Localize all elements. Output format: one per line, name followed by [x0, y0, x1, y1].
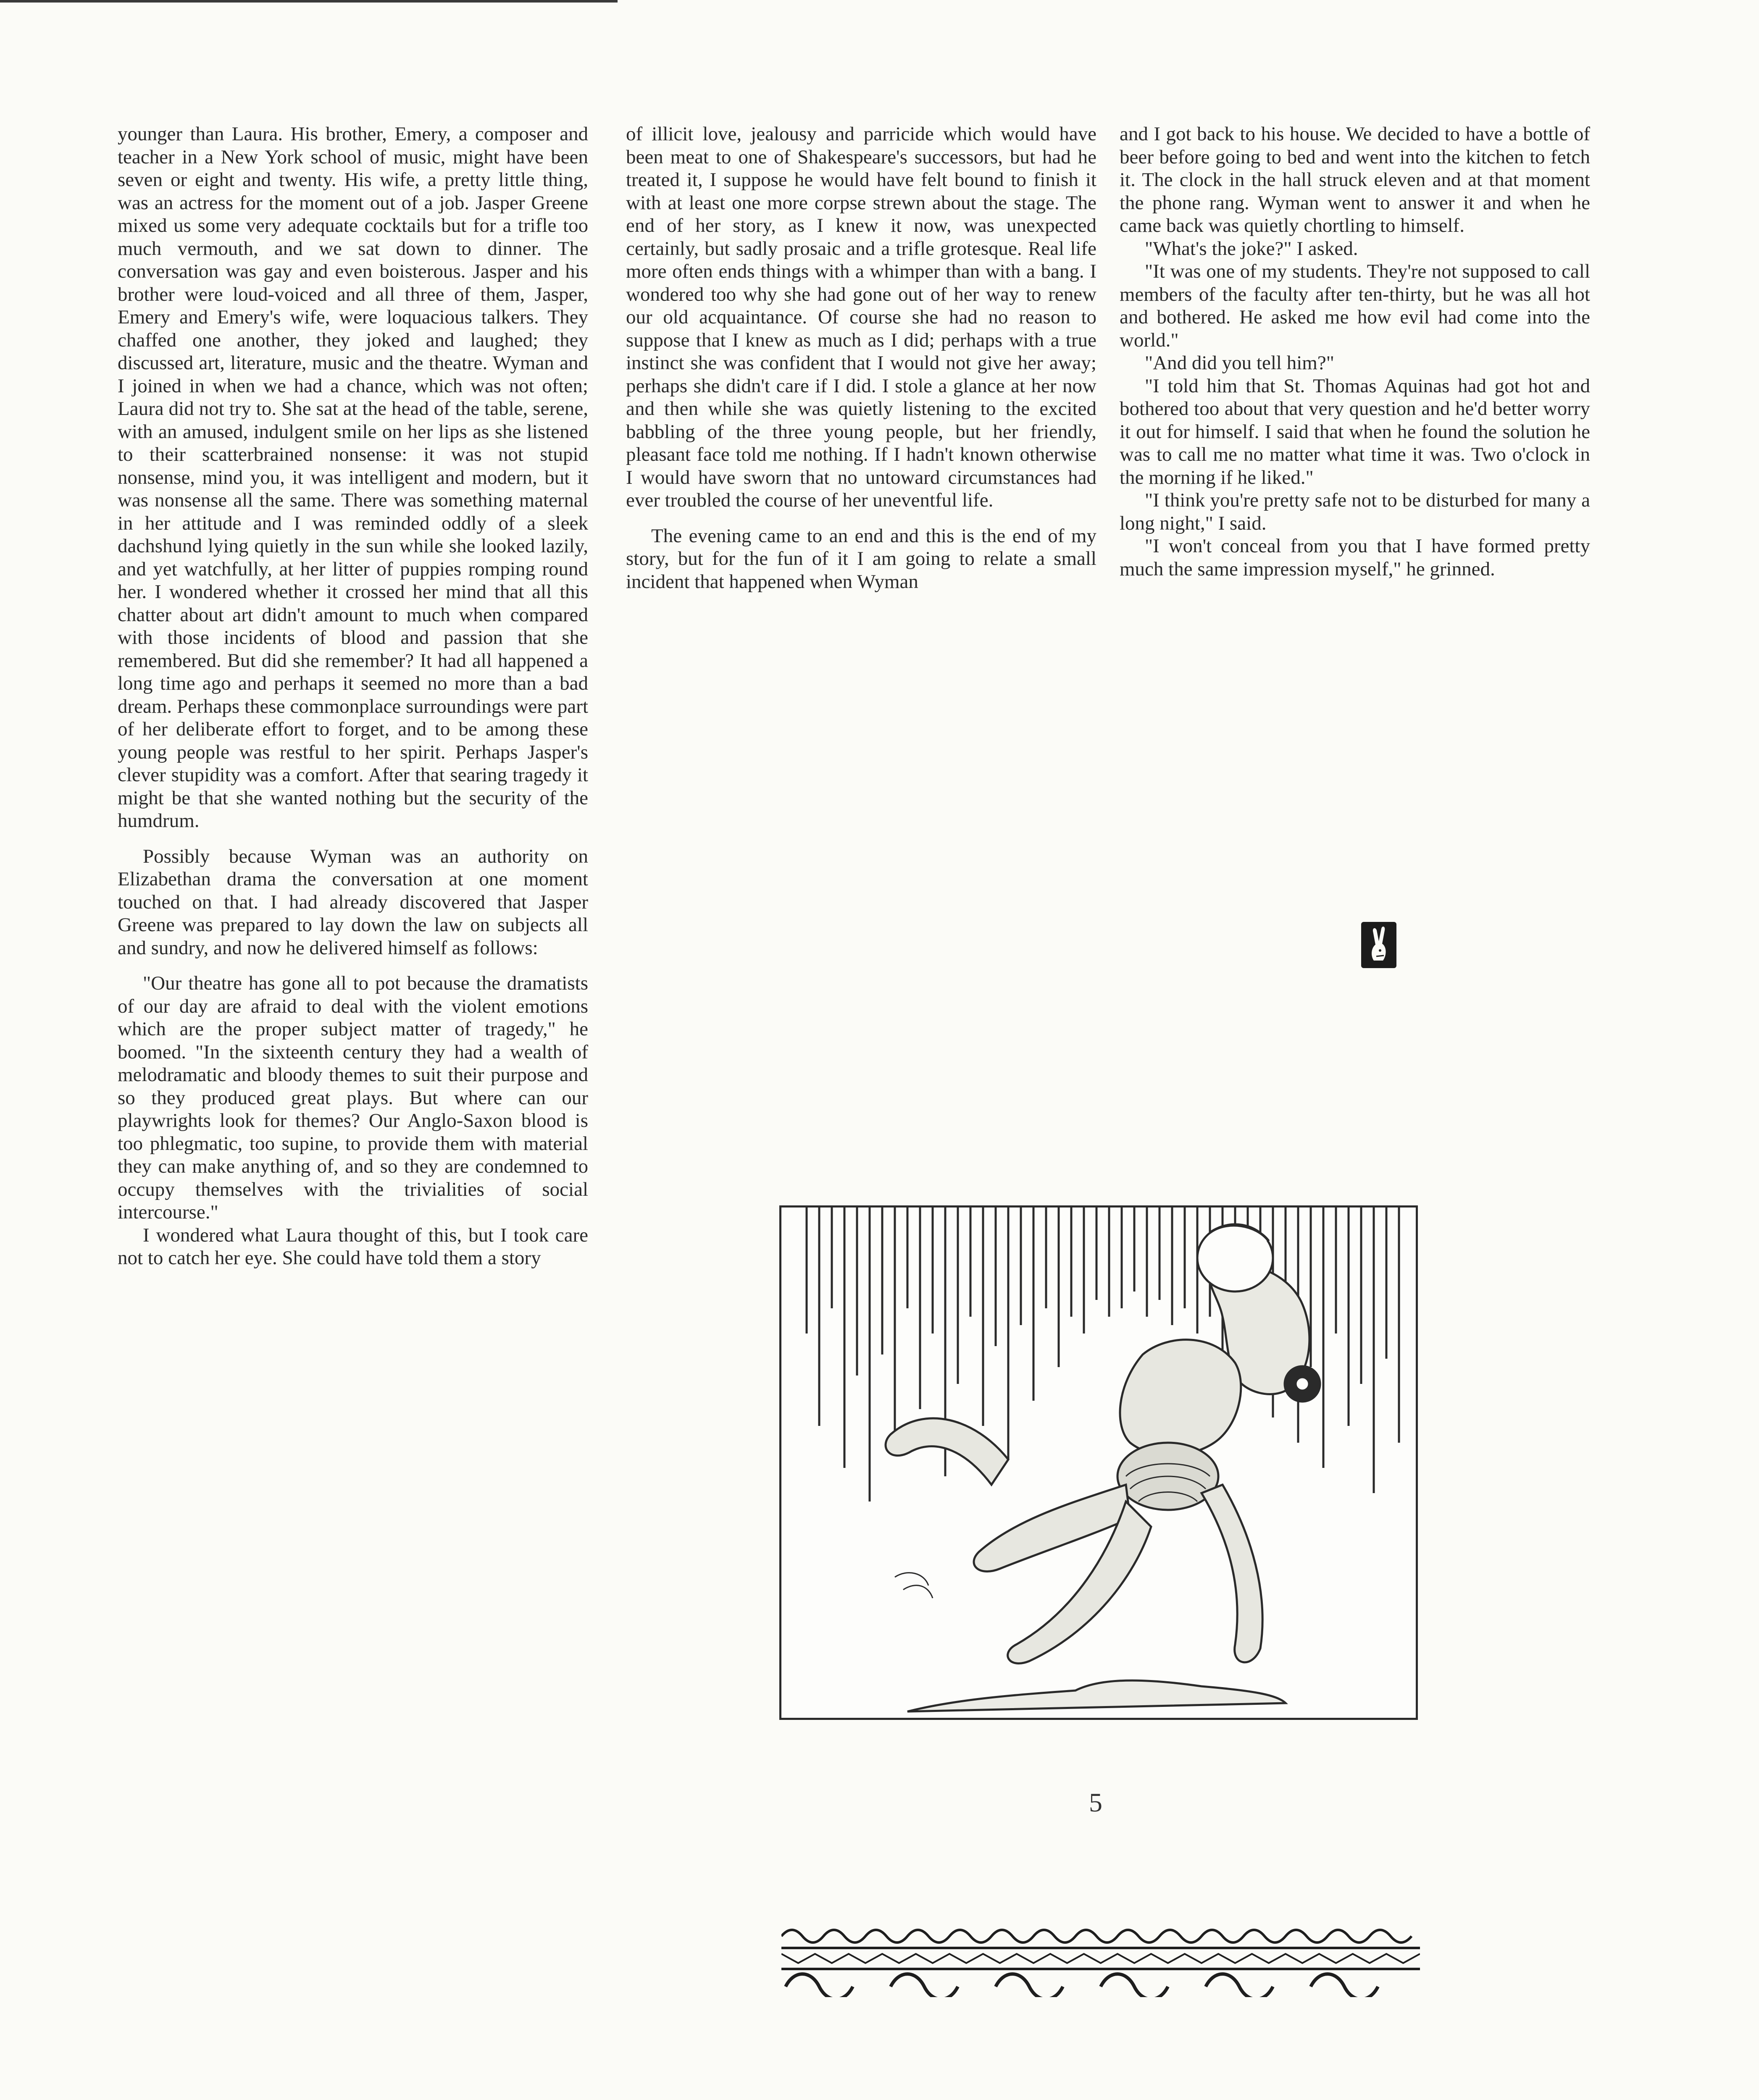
column-3: [1120, 123, 1590, 580]
illustration: [779, 1205, 1418, 1720]
column-2: [626, 123, 1096, 593]
top-rule: [0, 0, 618, 3]
paragraph: I wondered what Laura thought of this, but I took care not to catch her eye. She could have told them a story: [118, 1224, 588, 1269]
paragraph: younger than Laura. His brother, Emery, a composer and teacher in a New York school of music, might have been seven or eight and twenty. His wife, a pretty little thing, was an actress for the moment out of a job. Jasper Greene mixed us some very adequate cocktails but for a trifle too much vermouth, and we sat down to dinner. The conversation was gay and even boisterous. Jasper and his brother were loud-voiced and all three of them, Jasper, Emery and Emery's wife, were loquacious talkers. They chaffed one another, they joked and laughed; they discussed art, literature, music and the theatre. Wyman and I joined in when we had a chance, which was not often; Laura did not try to. She sat at the head of the table, serene, with an amused, indulgent smile on her lips as she listened to their scatterbrained nonsense: it was not stupid nonsense, mind you, it was intelligent and modern, but it was nonsense all the same. There was something maternal in her attitude and I was reminded oddly of a sleek dachshund lying quietly in the sun while she looked lazily, and yet watchfully, at her litter of puppies romping round her. I wondered whether it crossed her mind that all this chatter about art didn't amount to much when compared with those incidents of blood and passion that she remembered. But did she remember? It had all happened a long time ago and perhaps it seemed no more than a bad dream. Perhaps these commonplace surroundings were part of her deliberate effort to forget, and to be among these young people was restful to her spirit. Perhaps Jasper's clever stupidity was a comfort. After that searing tragedy it might be that she wanted nothing but the security of the humdrum.: [118, 123, 588, 832]
decorative-border: [781, 1924, 1420, 1997]
paragraph: and I got back to his house. We decided to have a bottle of beer before going to bed and went into the kitchen to fetch it. The clock in the hall struck eleven and at that moment the phone rang. Wyman went to answer it and when he came back was quietly chortling to himself.: [1120, 123, 1590, 236]
paragraph: "I won't conceal from you that I have formed pretty much the same impression myself," he grinned.: [1120, 535, 1590, 580]
paragraph: "I think you're pretty safe not to be disturbed for many a long night," I said.: [1120, 489, 1590, 534]
paragraph: of illicit love, jealousy and parricide which would have been meat to one of Shakespeare's successors, but had he treated it, I suppose he would have felt bound to finish it with at least one more corpse strewn about the stage. The end of her story, as I knew it now, was unexpected certainly, but sadly prosaic and a trifle grotesque. Real life more often ends things with a whimper than with a bang. I wondered too why she had gone out of her way to renew our old acquaintance. Of course she had no reason to suppose that I knew as much as I did; perhaps with a true instinct she was confident that I would not give her away; perhaps she didn't care if I did. I stole a glance at her now and then while she was quietly listening to the excited babbling of the three young people, but her friendly, pleasant face told me nothing. If I hadn't known otherwise I would have sworn that no untoward circumstances had ever troubled the course of her uneventful life.: [626, 123, 1096, 511]
paragraph: Possibly because Wyman was an authority on Elizabethan drama the conversation at one moment touched on that. I had already discovered that Jasper Greene was prepared to lay down the law on subjects all and sundry, and now he delivered himself as follows:: [118, 845, 588, 959]
paragraph: "What's the joke?" I asked.: [1145, 237, 1358, 260]
column-1: [118, 123, 588, 1270]
paragraph: "And did you tell him?": [1145, 352, 1334, 374]
rabbit-head-logo-icon: [1361, 922, 1396, 968]
paragraph: "It was one of my students. They're not supposed to call members of the faculty after ten-thirty, but he was all hot and bothered. He asked me how evil had come into the world.": [1120, 260, 1590, 351]
illustration-number: 5: [1089, 1788, 1102, 1817]
paragraph: "Our theatre has gone all to pot because the dramatists of our day are afraid to deal with the violent emotions which are the proper subject matter of tragedy," he boomed. "In the sixteenth century they had a wealth of melodramatic and bloody themes to suit their purpose and so they produced great plays. But where can our playwrights look for themes? Our Anglo-Saxon blood is too phlegmatic, too supine, to provide them with material they can make anything of, and so they are condemned to occupy themselves with the trivialities of social intercourse.": [118, 972, 588, 1223]
paragraph: The evening came to an end and this is the end of my story, but for the fun of it I am going to relate a small incident that happened when Wyman: [626, 525, 1096, 593]
paragraph: "I told him that St. Thomas Aquinas had got hot and bothered too about that very question and he'd better worry it out for himself. I said that when he found the solution he was to call me no matter what time it was. Two o'clock in the morning if he liked.": [1120, 375, 1590, 488]
